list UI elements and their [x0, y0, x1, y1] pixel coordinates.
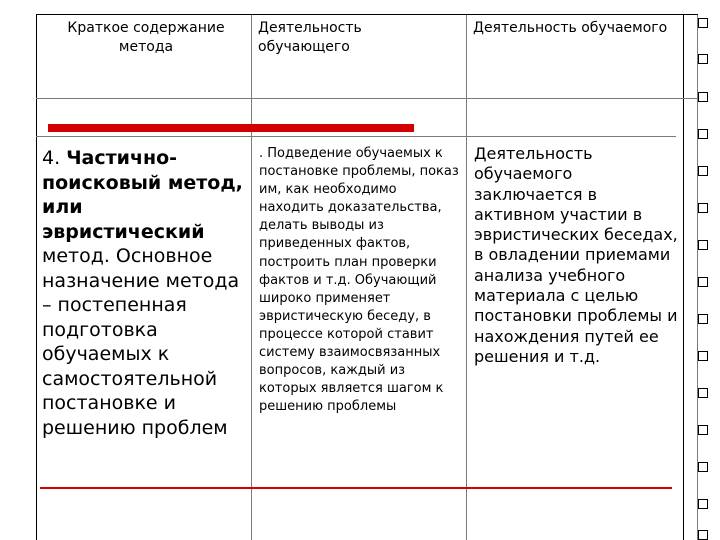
accent-bar — [48, 124, 414, 132]
cell-learner-activity: Деятельность обучаемого заключается в активном участии в эвристических беседах, в овладении приемами анализа учебного материала с целью постановки проблемы и нахождения путей ее решения и т.д. — [474, 144, 678, 366]
method-name: Частично-поисковый метод, или эвристический — [42, 147, 243, 243]
bullet-square-icon — [698, 129, 708, 139]
bullet-square-icon — [698, 54, 708, 64]
bullet-square-icon — [698, 166, 708, 176]
row-divider — [36, 136, 676, 137]
accent-line — [40, 487, 672, 489]
header-divider — [36, 98, 698, 99]
cell-teacher-activity: . Подведение обучаемых к постановке проблемы, показ им, как необходимо находить доказательства, делать выводы из приведенных фактов, построить план проверки фактов и т.д. Обучающий широко применяет эвристическую беседу, в процессе которой ставит систему взаимосвязанных вопросов, каждый из которых является шагом к решению проблемы — [259, 146, 459, 415]
method-number: 4. — [42, 147, 61, 169]
bullet-square-icon — [698, 92, 708, 102]
bullet-square-icon — [698, 388, 708, 398]
header-learner-activity: Деятельность обучаемого — [473, 20, 668, 36]
column-divider-2 — [466, 14, 467, 540]
cell-method-summary — [42, 146, 248, 440]
column-divider-1 — [251, 14, 252, 540]
table-border-left — [36, 14, 37, 540]
bullet-square-icon — [698, 462, 708, 472]
bullet-square-icon — [698, 530, 708, 540]
bullet-square-icon — [698, 499, 708, 509]
bullet-square-icon — [698, 18, 708, 28]
header-teacher-activity: Деятельность обучающего — [258, 20, 362, 55]
bullet-square-icon — [698, 240, 708, 250]
table-border-top — [36, 14, 698, 15]
table-border-right — [683, 14, 684, 540]
bullet-square-icon — [698, 351, 708, 361]
bullet-square-icon — [698, 425, 708, 435]
bullet-square-icon — [698, 203, 708, 213]
header-method-summary: Краткое содержание метода — [67, 20, 225, 55]
method-description: метод. Основное назначение метода – постепенная подготовка обучаемых к самостоятельной постановке и решению проблем — [42, 245, 240, 439]
bullet-square-icon — [698, 314, 708, 324]
bullet-square-icon — [698, 277, 708, 287]
